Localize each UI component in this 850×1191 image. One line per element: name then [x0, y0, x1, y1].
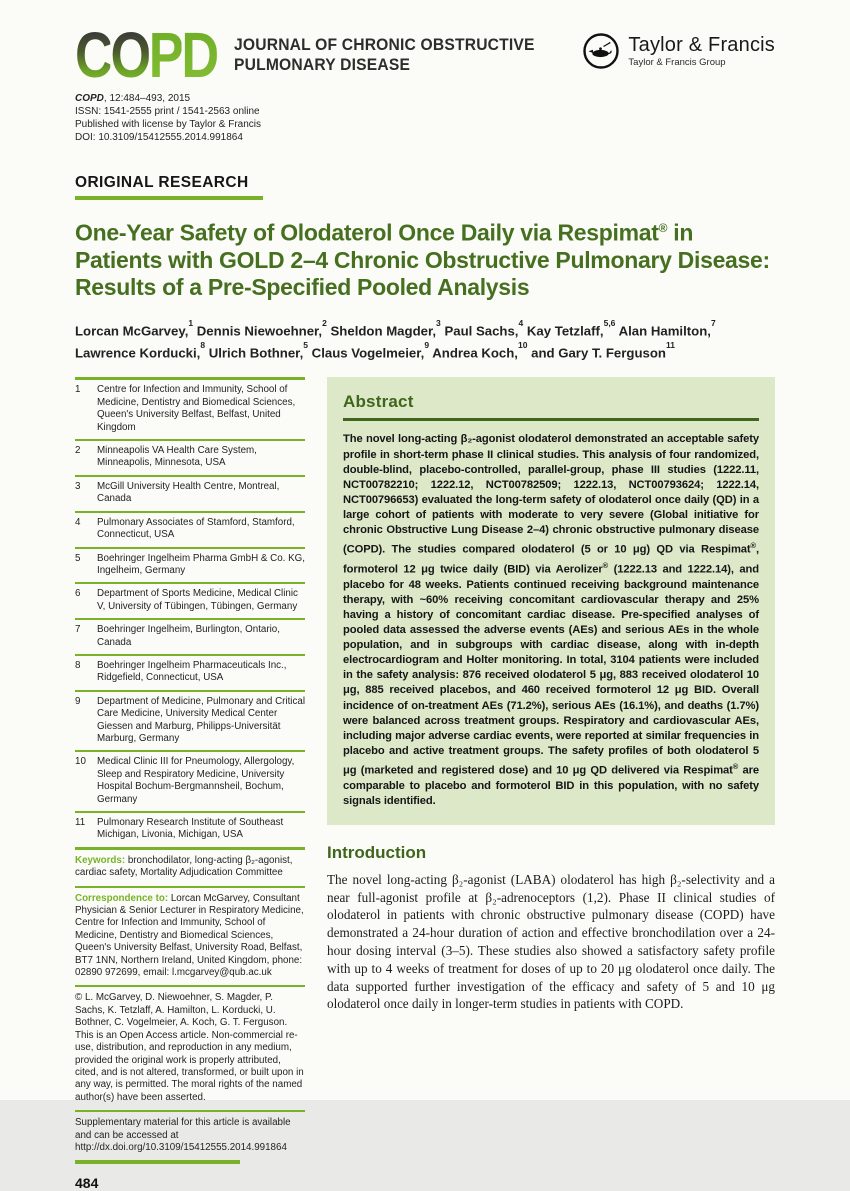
page-number: 484 [75, 1175, 99, 1191]
affiliation-number: 8 [75, 659, 81, 671]
affiliation-row [75, 475, 305, 511]
author-affiliation-sup: 9 [424, 340, 430, 351]
affiliation-row [75, 811, 305, 847]
affiliation-text: Pulmonary Associates of Stamford, Stamford, Connecticut, USA [97, 516, 295, 541]
section-label: ORIGINAL RESEARCH [75, 174, 249, 191]
introduction-heading: Introduction [327, 842, 427, 862]
section-underline [75, 196, 263, 200]
keywords-text: bronchodilator, long-acting β₂-agonist, cardiac safety, Mortality Adjudication Committee [75, 854, 293, 879]
article-title: One-Year Safety of Olodaterol Once Daily via Respimat® in Patients with GOLD 2–4 Chronic Obstructive Pulmonary Disease: Results of a Pre-Specified Pooled Analysis [75, 219, 770, 300]
affiliation-text: Department of Sports Medicine, Medical Clinic V, University of Tübingen, Tübingen, Germany [97, 588, 298, 612]
publisher-name: Taylor & Francis [628, 34, 775, 56]
citation-block [75, 92, 775, 144]
author-name: Claus Vogelmeier, [311, 345, 425, 361]
affiliation-row [75, 547, 305, 583]
affiliation-text: Medical Clinic III for Pneumology, Allergology, Sleep and Respiratory Medicine, University Hospital Bochum-Bergmannsheil, Bochum, Germany [97, 756, 295, 805]
correspondence-label: Correspondence to: [75, 892, 169, 904]
introduction-body: The novel long-acting β₂-agonist (LABA) olodaterol has high β₂-selectivity and a near full-agonist profile at β₂-adrenoceptors (1,2). Phase II clinical studies of olodaterol in patients with chronic obstructive pulmonary disease (COPD) have demonstrated a 24-hour duration of action and effective bronchodilation over a 24-hour dosing interval (3–5). These studies also showed a satisfactory safety profile with up to 4 weeks of treatment for doses of up to 20 μg olodaterol once daily. The data supported further investigation of the efficacy and safety of 5 and 10 μg olodaterol once daily in longer-term studies in patients with COPD. [327, 871, 775, 1012]
author-affiliation-sup: 5 [303, 340, 308, 351]
affiliation-row [75, 511, 305, 547]
author-name: Lawrence Korducki, [75, 345, 201, 361]
affiliation-row [75, 654, 305, 690]
affiliation-number: 2 [75, 445, 81, 457]
affiliation-row [75, 582, 305, 618]
author-name: Sheldon Magder, [330, 323, 437, 339]
journal-name-line2: PULMONARY DISEASE [233, 55, 410, 74]
affiliation-text: Boehringer Ingelheim Pharmaceuticals Inc., Ridgefield, Connecticut, USA [97, 659, 287, 684]
logo-letter: C [75, 19, 111, 91]
author-affiliation-sup: 5,6 [603, 317, 616, 328]
taylor-francis-lamp-icon [582, 32, 620, 70]
author-affiliation-sup: 3 [436, 317, 441, 328]
publisher-names [628, 34, 775, 68]
abstract-heading: Abstract [343, 392, 414, 412]
supplementary-block [75, 1110, 305, 1160]
citation-rest: , 12:484–493, 2015 [103, 93, 191, 104]
affiliation-text: Boehringer Ingelheim, Burlington, Ontario, Canada [97, 624, 280, 648]
affiliation-row [75, 690, 305, 751]
journal-name-line1: JOURNAL OF CHRONIC OBSTRUCTIVE [233, 35, 535, 54]
author-affiliation-sup: 2 [322, 317, 327, 328]
author-affiliation-sup: 10 [517, 340, 528, 351]
author-name: Andrea Koch, [432, 345, 518, 361]
left-sidebar [75, 377, 305, 1189]
keywords-label: Keywords: [75, 854, 126, 866]
correspondence-text: Lorcan McGarvey, Consultant Physician & Senior Lecturer in Respiratory Medicine, Centre for Infection and Immunity, School of Medicine, Dentistry and Biomedical Sciences, Queen's University Belfast, University Road, Belfast, BT7 1NN, Northern Ireland, United Kingdom, phone: 02890 972699, email: l.mcgarvey@qub.ac.uk [75, 892, 304, 979]
author-affiliation-sup: 7 [710, 317, 716, 328]
affiliation-number: 5 [75, 552, 81, 564]
abstract-body: The novel long-acting β₂-agonist olodaterol demonstrated an acceptable safety profile in short-term phase II clinical studies. This analysis of four randomized, double-blind, placebo-controlled, parallel-group, phase III studies (1222.11, NCT00782210; 1222.12, NCT00782509; 1222.13, NCT00793624; 1222.14, NCT00796653) evaluated the long-term safety of olodaterol once daily (QD) in a large cohort of patients with moderate to very severe (Global initiative for chronic Obstructive Lung Disease 2–4) chronic obstructive pulmonary disease (COPD). The studies compared olodaterol (5 or 10 μg) QD via Respimat®, formoterol 12 μg twice daily (BID) via Aerolizer® (1222.13 and 1222.14), and placebo for 48 weeks. Patients continued receiving background maintenance therapy, with ~60% receiving concomitant cardiovascular therapy and 25% having a history of concomitant cardiac disease. Pre-specified analyses of pooled data assessed the adverse events (AEs) and serious AEs in the whole population, and in subgroups with cardiac disease, along with in-depth electrocardiogram and Holter monitoring. In total, 3104 patients were included in the safety analysis: 876 received olodaterol 5 μg, 883 received olodaterol 10 μg, 885 received placebos, and 460 received formoterol 12 μg BID. Overall incidence of on-treatment AEs (71.2%), serious AEs (16.1%), and deaths (1.7%) were balanced across treatment groups. Respiratory and cardiovascular AEs, including major adverse cardiac events, were reported at similar frequencies in placebo and active treatment groups. The safety profiles of both olodaterol 5 μg (marketed and registered dose) and 10 μg QD delivered via Respimat® are comparable to placebo and formoterol BID in this population, with no safety signals identified. [343, 433, 759, 807]
affiliation-number: 3 [75, 480, 81, 492]
affiliation-text: Centre for Infection and Immunity, School of Medicine, Dentistry and Biomedical Sciences, Queen's University Belfast, Belfast, United Kingdom [97, 384, 296, 433]
citation-line [75, 92, 775, 105]
author-name: Lorcan McGarvey, [75, 323, 189, 339]
doi-line: DOI: 10.3109/15412555.2014.991864 [75, 132, 243, 143]
abstract-box [327, 377, 775, 824]
author-name: Alan Hamilton, [618, 323, 711, 339]
publisher-group: Taylor & Francis Group [628, 57, 726, 68]
author-name: and Gary T. Ferguson [531, 345, 666, 361]
affiliation-number: 7 [75, 624, 81, 636]
author-affiliation-sup: 8 [200, 340, 206, 351]
main-column [327, 377, 775, 1189]
affiliation-list [75, 377, 305, 846]
author-list [75, 318, 770, 363]
journal-brand [75, 19, 561, 91]
abstract-underline [343, 418, 759, 421]
publisher-logo [582, 32, 775, 70]
author-affiliation-sup: 1 [188, 317, 194, 328]
affiliation-text: McGill University Health Centre, Montreal, Canada [97, 480, 280, 505]
author-affiliation-sup: 11 [665, 340, 675, 351]
copyright-text: © L. McGarvey, D. Niewoehner, S. Magder, P. Sachs, K. Tetzlaff, A. Hamilton, L. Korducki, U. Bothner, C. Vogelmeier, A. Koch, G. T. Ferguson. This is an Open Access article. Non-commercial re-use, distribution, and reproduction in any medium, provided the original work is properly attributed, cited, and is not altered, transformed, or built upon in any way, is permitted. The moral rights of the named author(s) have been asserted. [75, 992, 304, 1103]
page-header [75, 19, 775, 91]
supplementary-text[interactable]: Supplementary material for this article is available and can be accessed at http://dx.doi.org/10.3109/15412555.2014.991864 [75, 1117, 291, 1153]
logo-letter: D [181, 19, 217, 91]
affiliation-number: 1 [75, 384, 81, 396]
issn-line: ISSN: 1541-2555 print / 1541-2563 online [75, 106, 260, 117]
copyright-block [75, 985, 305, 1110]
affiliation-text: Department of Medicine, Pulmonary and Critical Care Medicine, University Medical Center Giessen and Marburg, Philipps-Universität Marburg, Germany [97, 695, 306, 744]
keywords-block [75, 847, 305, 886]
copd-logo [75, 19, 217, 91]
author-affiliation-sup: 4 [518, 317, 524, 328]
affiliation-text: Pulmonary Research Institute of Southeast Michigan, Livonia, Michigan, USA [97, 817, 284, 841]
affiliation-text: Boehringer Ingelheim Pharma GmbH & Co. KG, Ingelheim, Germany [97, 552, 306, 576]
author-name: Ulrich Bothner, [208, 345, 304, 361]
affiliation-number: 10 [75, 756, 86, 768]
affiliation-row [75, 377, 305, 439]
content-columns [75, 377, 775, 1189]
journal-name [234, 28, 535, 75]
logo-letter: O [110, 19, 149, 91]
author-name: Kay Tetzlaff, [526, 323, 604, 339]
logo-letter: P [148, 19, 182, 91]
affiliation-number: 9 [75, 695, 81, 707]
author-name: Paul Sachs, [444, 323, 519, 339]
correspondence-block [75, 886, 305, 986]
affiliation-text: Minneapolis VA Health Care System, Minneapolis, Minnesota, USA [97, 445, 257, 469]
affiliation-number: 6 [75, 588, 81, 600]
author-name: Dennis Niewoehner, [196, 323, 323, 339]
affiliation-row [75, 750, 305, 811]
affiliation-row [75, 618, 305, 654]
affiliation-number: 4 [75, 516, 81, 528]
license-line: Published with license by Taylor & Francis [75, 119, 262, 130]
sidebar-end-rule [75, 1160, 240, 1164]
affiliation-number: 11 [75, 817, 86, 828]
affiliation-row [75, 439, 305, 475]
citation-journal: COPD [75, 93, 104, 104]
